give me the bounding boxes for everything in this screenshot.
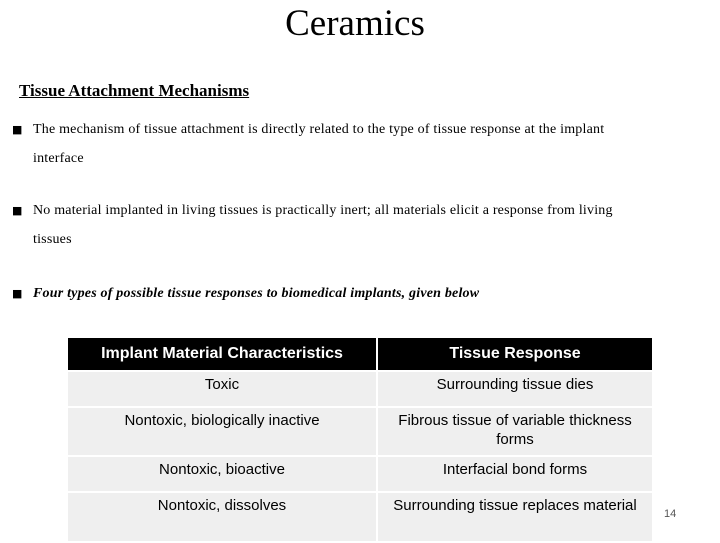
bullet-item xyxy=(12,196,652,254)
table-row xyxy=(68,408,652,455)
bullet-item xyxy=(12,115,652,173)
bullet-text: The mechanism of tissue attachment is directly related to the type of tissue response at the implant interface xyxy=(33,122,605,166)
bullet-text: Four types of possible tissue responses to biomedical implants, given below xyxy=(33,286,480,301)
table-row xyxy=(68,457,652,491)
table-cell-response: Fibrous tissue of variable thickness forms xyxy=(378,408,652,455)
column-header-tissue-response: Tissue Response xyxy=(378,338,652,370)
page-number: 14 xyxy=(664,508,677,520)
table-row xyxy=(68,493,652,541)
table-cell-characteristic: Nontoxic, bioactive xyxy=(68,457,376,491)
table-cell-response: Surrounding tissue replaces material xyxy=(378,493,652,541)
table-cell-characteristic: Nontoxic, biologically inactive xyxy=(68,408,376,455)
table-row xyxy=(68,372,652,406)
bullet-item xyxy=(12,279,652,308)
square-bullet-icon: ■ xyxy=(12,123,23,136)
slide-title: Ceramics xyxy=(285,3,425,44)
square-bullet-icon: ■ xyxy=(12,204,23,217)
section-subtitle: Tissue Attachment Mechanisms xyxy=(19,81,250,100)
column-header-characteristics: Implant Material Characteristics xyxy=(68,338,376,370)
table-cell-response: Interfacial bond forms xyxy=(378,457,652,491)
table-cell-characteristic: Toxic xyxy=(68,372,376,406)
square-bullet-icon: ■ xyxy=(12,287,23,300)
table-cell-response: Surrounding tissue dies xyxy=(378,372,652,406)
tissue-response-table xyxy=(66,336,654,543)
bullet-text: No material implanted in living tissues is practically inert; all materials elicit a response from living tissues xyxy=(33,203,613,247)
table-header-row xyxy=(68,338,652,370)
table-cell-characteristic: Nontoxic, dissolves xyxy=(68,493,376,541)
